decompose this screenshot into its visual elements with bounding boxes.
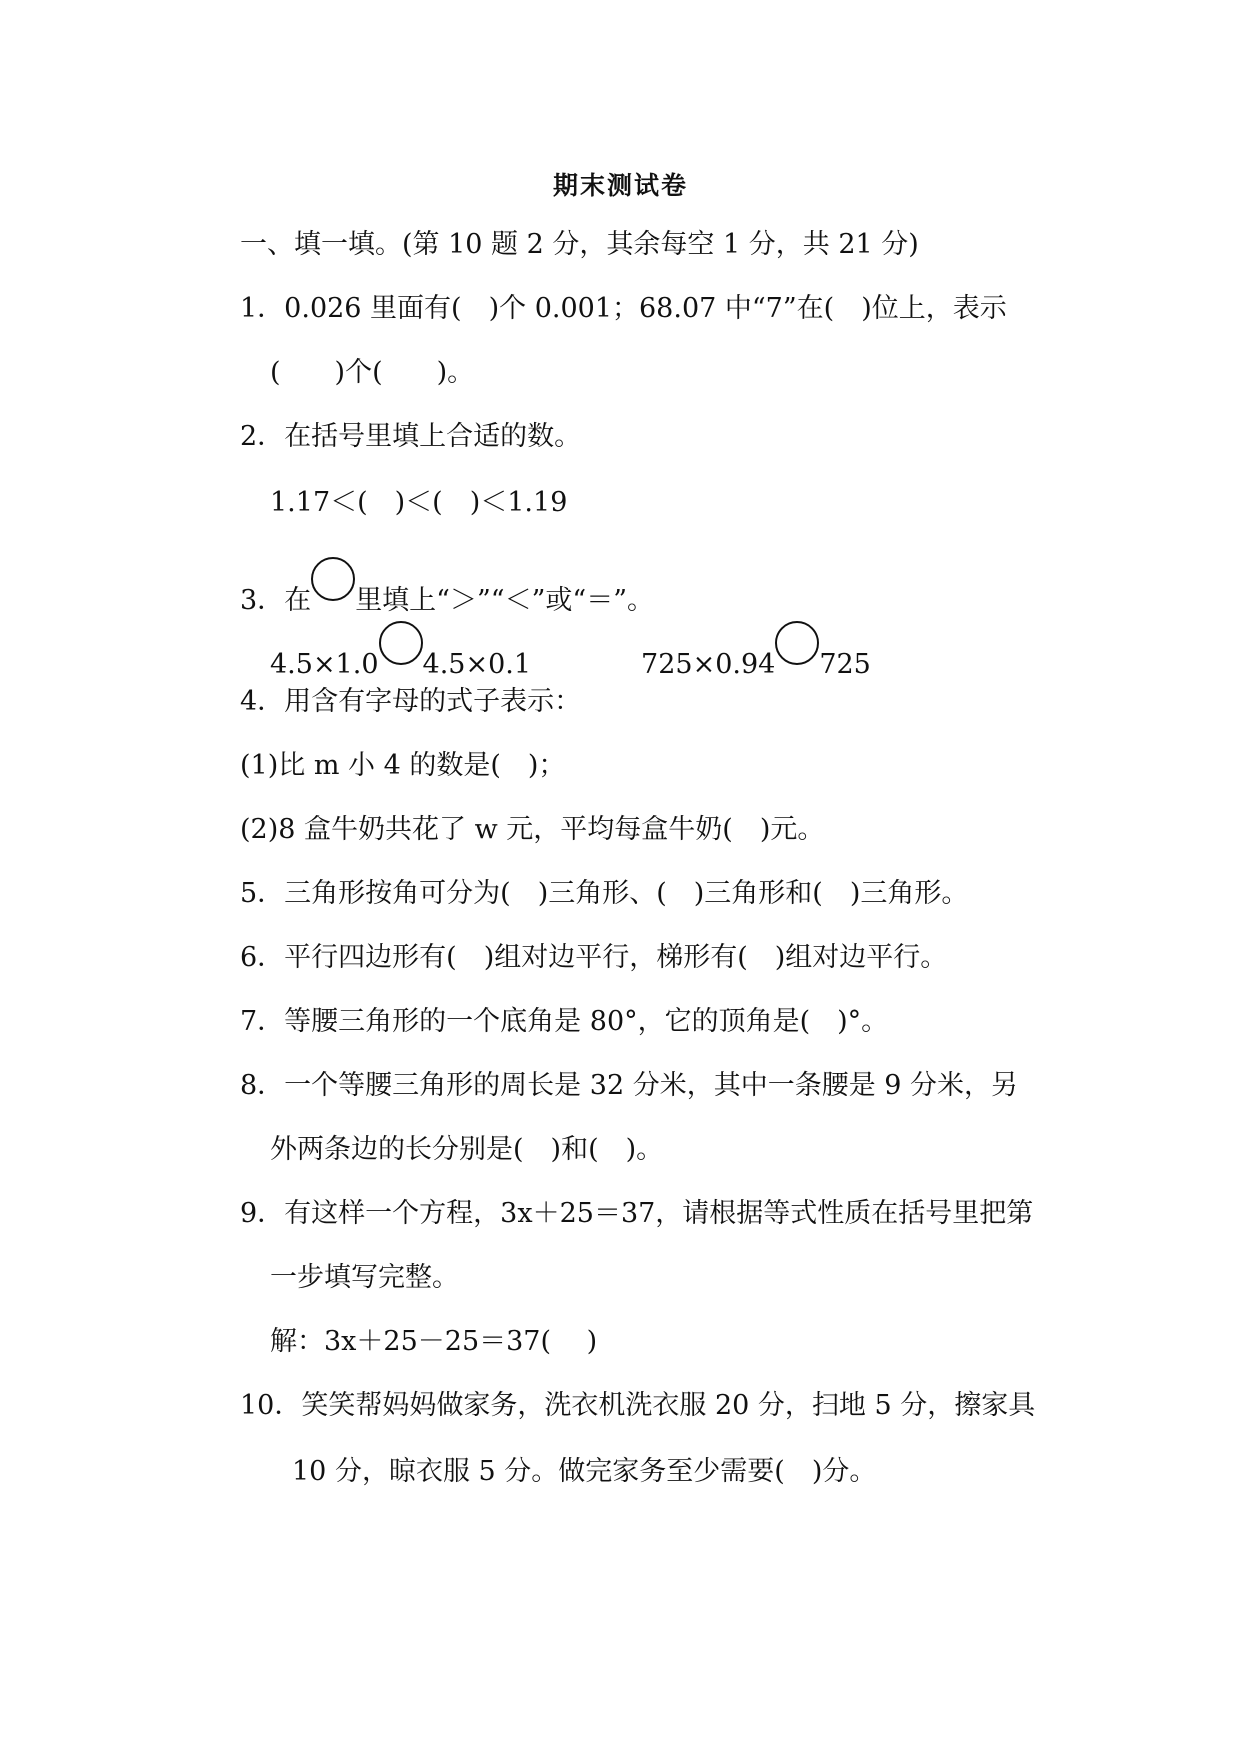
question-5: 5．三角形按角可分为( )三角形、( )三角形和( )三角形。 (240, 878, 969, 909)
question-8-line-1: 8．一个等腰三角形的周长是 32 分米，其中一条腰是 9 分米，另 (240, 1070, 1019, 1101)
question-10-line-1: 10．笑笑帮妈妈做家务，洗衣机洗衣服 20 分，扫地 5 分，擦家具 (240, 1390, 1036, 1421)
question-1-line-2: ( )个( )。 (270, 357, 475, 388)
question-3-line-1 (240, 557, 654, 618)
question-10-line-2: 10 分，晾衣服 5 分。做完家务至少需要( )分。 (292, 1456, 877, 1487)
question-6: 6．平行四边形有( )组对边平行，梯形有( )组对边平行。 (240, 942, 948, 973)
question-3-line-2 (270, 621, 871, 682)
circle-blank-icon (311, 557, 355, 601)
question-8-line-2: 外两条边的长分别是( )和( )。 (270, 1134, 664, 1165)
comparison-1-circle-icon (379, 621, 423, 665)
question-2-line-2: 1.17＜( )＜( )＜1.19 (270, 487, 568, 518)
question-7: 7．等腰三角形的一个底角是 80°，它的顶角是( )°。 (240, 1006, 889, 1037)
comparison-2-left: 725×0.94 (641, 649, 776, 680)
question-3-prefix: 3．在 (240, 585, 312, 616)
comparison-2-circle-icon (775, 621, 819, 665)
question-9-line-2: 一步填写完整。 (270, 1262, 459, 1293)
question-4-line-3: (2)8 盒牛奶共花了 w 元，平均每盒牛奶( )元。 (240, 814, 825, 845)
question-9-line-1: 9．有这样一个方程，3x＋25＝37，请根据等式性质在括号里把第 (240, 1198, 1034, 1229)
question-3-suffix: 里填上“＞”“＜”或“＝”。 (355, 585, 655, 616)
question-4-line-2: (1)比 m 小 4 的数是( )； (240, 750, 566, 781)
question-9-line-3: 解：3x＋25－25＝37( ) (270, 1326, 598, 1357)
page-title: 期末测试卷 (552, 171, 688, 200)
question-4-line-1: 4．用含有字母的式子表示： (240, 686, 582, 717)
comparison-1-right: 4.5×0.1 (422, 649, 532, 680)
question-2-line-1: 2．在括号里填上合适的数。 (240, 421, 582, 452)
comparison-2-right: 725 (819, 649, 871, 680)
question-1-line-1: 1．0.026 里面有( )个 0.001；68.07 中“7”在( )位上，表示 (240, 293, 1007, 324)
comparison-1-left: 4.5×1.0 (270, 649, 379, 680)
section-heading: 一、填一填。(第 10 题 2 分，其余每空 1 分，共 21 分) (240, 229, 919, 260)
